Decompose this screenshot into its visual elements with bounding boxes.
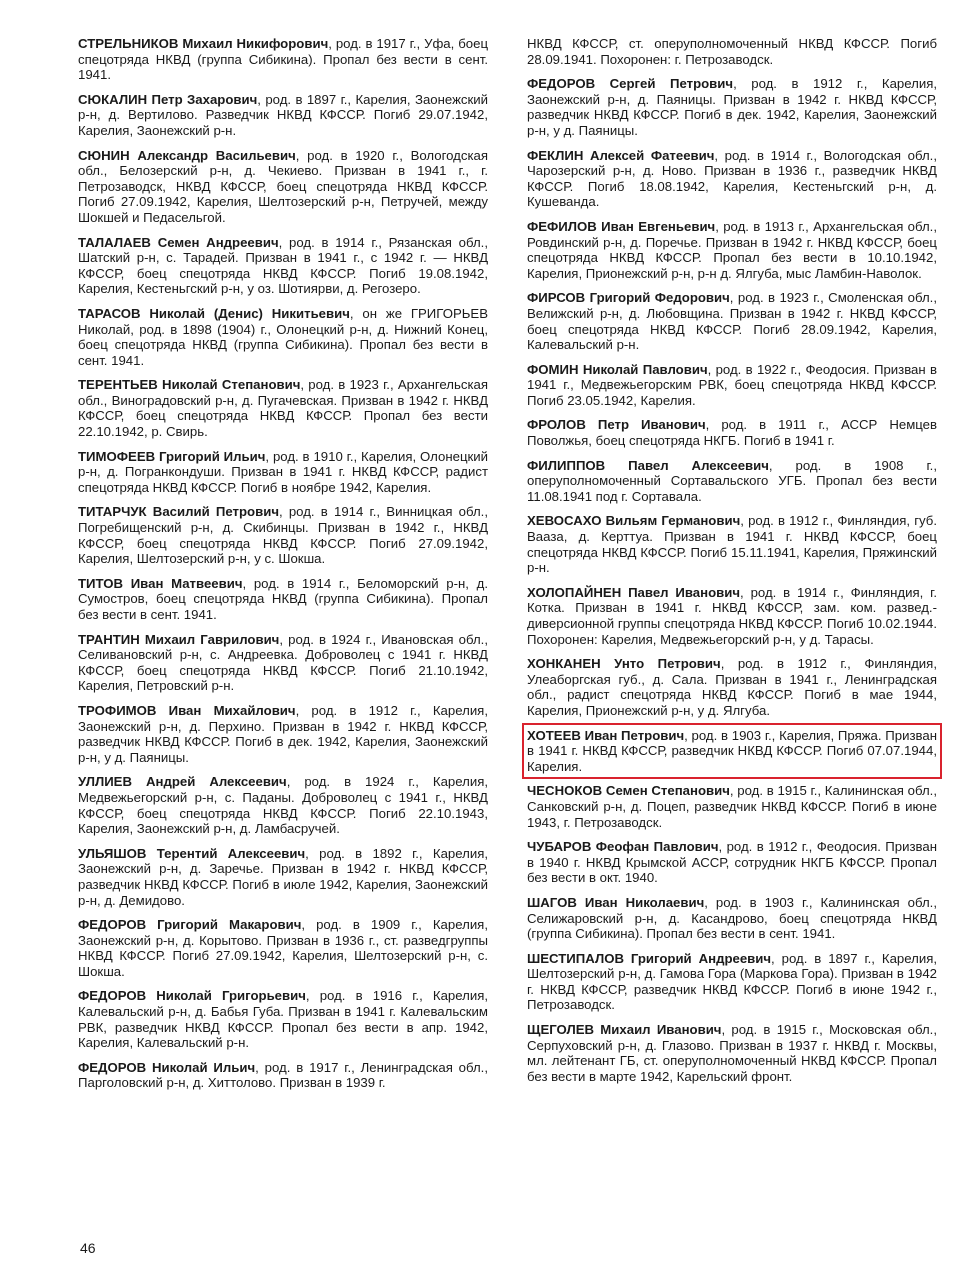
entry [527,290,937,352]
entry-name: ФЕДОРОВ Сергей Петрович [527,76,734,92]
entry-text: , род. в 1922 г., Феодосия. Призван в 1941 г., Медвежьегорским РВК, боец спецотряда НКВД КФССР. Погиб 23.05.1942, Карелия. [527,361,937,408]
entry [527,951,937,1013]
entry-name: ТРАНТИН Михаил Гаврилович [78,631,280,647]
entry-name: ХОЛОПАЙНЕН Павел Иванович [527,584,741,600]
entry-text: , род. в 1914 г., Винницкая обл., Погребищенский р-н, д. Скибинцы. Призван в 1942 г., НКВД КФССР, боец спецотряда НКВД КФССР. Погиб 27.09.1942, Карелия, Шелтозерский р-н, у с. Шокша. [78,504,488,567]
entry-text: , род. в 1897 г., Карелия, Шелтозерский р-н, д. Гамова Гора (Маркова Гора). Призван в 1942 г. НКВД КФССР, разведчик НКВД КФССР. Погиб в июне 1942 г., Петрозаводск. [527,950,937,1013]
entry [78,92,488,139]
entry-name: ХЕВОСАХО Вильям Германович [527,513,741,529]
entry [527,76,937,138]
entry-name: ФИЛИППОВ Павел Алексеевич [527,457,769,473]
entry [527,362,937,409]
entry-text: , род. в 1912 г., Карелия, Заонежский р-н, д. Паяницы. Призван в 1942 г. НКВД КФССР, разведчик НКВД КФССР. Погиб в дек. 1942, Карелия, Заонежский р-н, у д. Паяницы. [527,76,937,138]
entry-text: , род. в 1916 г., Карелия, Калевальский р-н, д. Бабья Губа. Призван в 1941 г. Калевальским РВК, разведчик НКВД КФССР. Пропал без вести в апр. 1942, Карелия, Калевальский р-н. [78,988,489,1051]
entry-name: ШЕСТИПАЛОВ Григорий Андреевич [527,950,772,966]
entry-text: , род. в 1914 г., Рязанская обл., Шатский р-н, с. Тарадей. Призван в 1941 г., с 1942 г. — НКВД КФССР, боец спецотряда НКВД КФССР. Погиб 19.08.1942, Карелия, Кестеньгский р-н, у оз. Шотиярви, д. Регозеро. [78,234,488,297]
entry-text: , род. в 1915 г., Московская обл., Серпуховский р-н, д. Глазово. Призван в 1937 г. НКВД г. Москвы, мл. лейтенант ГБ, ст. оперуполномоченный НКВД КФССР. Пропал без вести в марте 1942, Карельский фронт. [527,1022,937,1084]
entry [527,839,937,886]
entry [78,449,488,496]
entry-text: , род. в 1912 г., Финляндия, губ. Вааза, д. Керттуа. Призван в 1941 г. НКВД КФССР, боец спецотряда НКВД КФССР. Погиб 15.11.1941, Карелия, Пряжинский р-н. [527,513,937,576]
entry [527,656,937,718]
entry [78,377,488,439]
entry-name: ТАЛАЛАЕВ Семен Андреевич [78,234,279,250]
entry-name: ФЕКЛИН Алексей Фатеевич [527,147,715,163]
entry [78,917,488,979]
entry-name: ФЕДОРОВ Николай Григорьевич [78,988,306,1004]
entry-name: ХОНКАНЕН Унто Петрович [527,656,721,672]
entry-text: , род. в 1903 г., Калининская обл., Селижаровский р-н, д. Касандрово, боец спецотряда НКВД (группа Сибикина). Пропал без вести в сент. 1941. [527,894,937,942]
entry-text: , род. в 1910 г., Карелия, Олонецкий р-н, д. Погранкондуши. Призван в 1941 г. НКВД КФССР, радист спецотряда НКВД КФССР. Погиб в ноябре 1942, Карелия. [78,448,488,495]
entry-text: , род. в 1917 г., Уфа, боец спецотряда НКВД (группа Сибикина). Пропал без вести в сент. 1941. [78,36,489,83]
entry-name: ФЕДОРОВ Григорий Макарович [78,917,302,933]
entry-text: , род. в 1909 г., Карелия, Заонежский р-н, д. Корытово. Призван в 1936 г., ст. разведгруппы НКВД КФССР. Погиб 27.09.1942, Карелия, Шелтозерский р-н, с. Шокша. [78,917,488,979]
entry-name: УЛЬЯШОВ Терентий Алексеевич [78,845,306,861]
entry-name: СЮНИН Александр Васильевич [78,147,296,163]
entry-text: , он же ГРИГОРЬЕВ Николай, род. в 1898 (1904) г., Олонецкий р-н, д. Нижний Конец, боец спецотряда НКВД (группа Сибикина). Пропал без вести в сент. 1941. [78,305,488,368]
left-column [78,36,488,1100]
entry-text: НКВД КФССР, ст. оперуполномоченный НКВД КФССР. Погиб 28.09.1941. Похоронен: г. Петрозаводск. [527,36,937,67]
entry [527,36,937,67]
entry-text: , род. в 1923 г., Смоленская обл., Велижский р-н, д. Любовщина. Призван в 1942 г. НКВД КФССР, боец спецотряда НКВД КФССР. Погиб 28.09.1942, Карелия, Калевальский р-н. [527,290,937,353]
entry [527,458,937,505]
entry [527,417,937,448]
entry-text: , род. в 1892 г., Карелия, Заонежский р-н, д. Заречье. Призван в 1942 г. НКВД КФССР, разведчик НКВД КФССР. Погиб в июле 1942, Карелия, Заонежский р-н, д. Демидово. [78,845,489,908]
entry-name: ФОМИН Николай Павлович [527,361,708,377]
page-number: 46 [80,1240,96,1256]
entry [527,783,937,830]
entry-text: , род. в 1912 г., Финляндия, Улеаборгская губ., д. Сала. Призван в 1941 г., Ленинградская обл., радист спецотряда НКВД КФССР. Погиб в мае 1944, Карелия, Прионежский р-н, у д. Ялгуба. [527,656,937,718]
entry-name: ТИТОВ Иван Матвеевич [78,575,243,591]
entry [527,148,937,210]
entry [78,504,488,566]
entry [78,148,488,226]
entry-name: ШАГОВ Иван Николаевич [527,894,705,910]
entry [78,703,488,765]
entry-text: , род. в 1911 г., АССР Немцев Поволжья, боец спецотряда НКГБ. Погиб в 1941 г. [527,417,937,449]
entry [78,632,488,694]
entry-text: , род. в 1924 г., Ивановская обл., Селивановский р-н, с. Андреевка. Доброволец с 1941 г. НКВД КФССР, боец спецотряда НКВД КФССР. Погиб 21.10.1942, Карелия, Петровский р-н. [78,631,488,694]
entry-name: ФРОЛОВ Петр Иванович [527,417,706,433]
entry-name: ТЕРЕНТЬЕВ Николай Степанович [78,377,301,393]
entry-text: , род. в 1924 г., Карелия, Медвежьегорский р-н, с. Паданы. Доброволец с 1941 г., НКВД КФССР, боец спецотряда НКВД КФССР. Погиб 22.10.1943, Карелия, Заонежский р-н, д. Ламбасручей. [78,774,489,837]
entry [527,513,937,575]
entry [527,585,937,647]
entry [78,306,488,368]
entry-text: , род. в 1915 г., Калининская обл., Санковский р-н, д. Поцеп, разведчик НКВД КФССР. Погиб в июне 1943, г. Петрозаводск. [527,783,937,830]
entry [78,36,488,83]
entry [527,1022,937,1084]
entry-text: , род. в 1914 г., Вологодская обл., Чарозерский р-н, д. Ново. Призван в 1936 г., разведчик НКВД КФССР. Погиб 18.08.1942, Карелия, Кестеньгский р-н, д. Кушеванда. [527,147,937,210]
entry-text: , род. в 1923 г., Архангельская обл., Виноградовский р-н, д. Пугачевская. Призван в 1942 г. НКВД КФССР, боец спецотряда НКВД КФССР. Пропал без вести 22.10.1942, р. Свирь. [78,377,488,440]
entry [527,219,937,281]
entry-name: ФИРСОВ Григорий Федорович [527,290,730,306]
entry [78,846,488,908]
entry [78,988,488,1050]
entry-text: , род. в 1914 г., Финляндия, г. Котка. Призван в 1941 г. НКВД КФССР, зам. ком. развед.-диверсионной группы спецотряда НКВД КФССР. Погиб 10.02.1944. Похоронен: Карелия, Медвежьегорский р-н, у д. Тарасы. [527,584,938,647]
right-column [527,36,937,1093]
entry-text: , род. в 1917 г., Ленинградская обл., Парголовский р-н, д. Хиттолово. Призван в 1939 г. [78,1059,488,1091]
entry-text: , род. в 1914 г., Беломорский р-н, д. Сумостров, боец спецотряда НКВД (группа Сибикина). Пропал без вести в сент. 1941. [78,575,488,622]
entry [78,235,488,297]
entry-name: ФЕФИЛОВ Иван Евгеньевич [527,218,716,234]
entry-name: ЩЕГОЛЕВ Михаил Иванович [527,1022,722,1038]
entry-text: , род. в 1913 г., Архангельская обл., Ровдинский р-н, д. Поречье. Призван в 1942 г. НКВД КФССР, боец спецотряда НКВД КФССР. Пропал без вести в 10.10.1942, Карелия, Прионежский р-н, р-н д. Ялгуба, мыс Ламбин-Наволок. [527,218,937,281]
entry [78,576,488,623]
entry-text: , род. в 1903 г., Карелия, Пряжа. Призван в 1941 г. НКВД КФССР, разведчик НКВД КФССР. Погиб 07.07.1944, Карелия. [527,727,937,774]
entry-name: ХОТЕЕВ Иван Петрович [527,727,685,743]
entry-name: ТРОФИМОВ Иван Михайлович [78,702,296,718]
entry-text: , род. в 1912 г., Карелия, Заонежский р-н, д. Перхино. Призван в 1942 г. НКВД КФССР, разведчик НКВД КФССР. Погиб в дек. 1942, Карелия, Заонежский р-н, у д. Паяницы. [78,702,488,765]
entry-text: , род. в 1897 г., Карелия, Заонежский р-н, д. Вертилово. Разведчик НКВД КФССР. Погиб 29.07.1942, Карелия, Заонежский р-н. [78,91,488,138]
entry-name: ТАРАСОВ Николай (Денис) Никитьевич [78,305,350,321]
entry-name: ФЕДОРОВ Николай Ильич [78,1059,256,1075]
entry [527,895,937,942]
entry-highlighted [527,728,937,775]
entry-name: ТИТАРЧУК Василий Петрович [78,504,279,520]
entry-text: , род. в 1908 г., оперуполномоченный Сортавальского УГБ. Пропал без вести 11.08.1941 под г. Сортавала. [527,457,937,504]
entry-name: ЧЕСНОКОВ Семен Степанович [527,783,730,799]
entry [78,774,488,836]
entry-name: УЛЛИЕВ Андрей Алексеевич [78,774,287,790]
entry-name: СТРЕЛЬНИКОВ Михаил Никифорович [78,36,329,51]
entry-text: , род. в 1920 г., Вологодская обл., Белозерский р-н, д. Чекиево. Призван в 1941 г., г. Петрозаводск, НКВД КФССР, боец спецотряда НКВД КФССР. Погиб 27.09.1942, Карелия, Шелтозерский р-н, Петручей, между Шокшей и Педасельгой. [78,147,488,225]
entry-name: ТИМОФЕЕВ Григорий Ильич [78,448,266,464]
entry-name: ЧУБАРОВ Феофан Павлович [527,839,719,855]
entry-text: , род. в 1912 г., Феодосия. Призван в 1940 г. НКВД Крымской АССР, сотрудник НКГБ КФССР. Пропал без вести в окт. 1940. [527,839,938,886]
entry [78,1060,488,1091]
entry-name: СЮКАЛИН Петр Захарович [78,91,258,107]
